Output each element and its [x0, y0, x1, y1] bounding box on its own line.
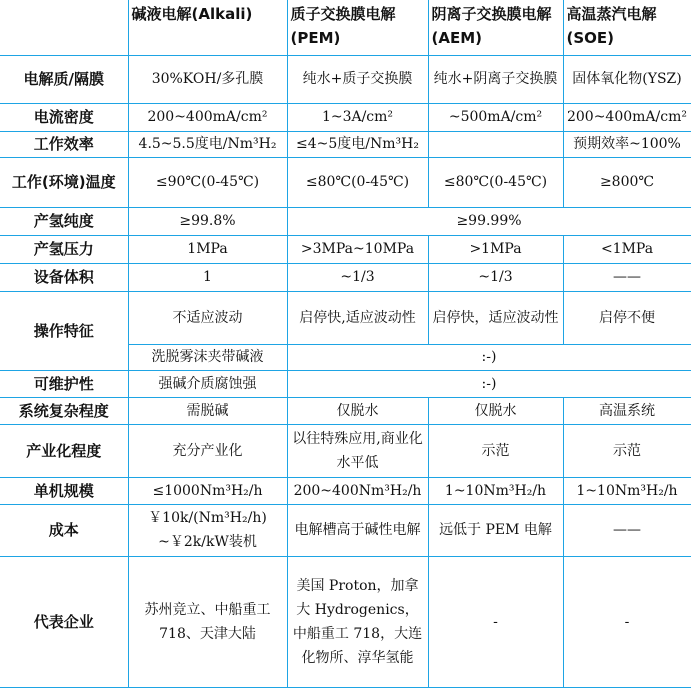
cell-others: :-): [287, 344, 691, 370]
row-label: 产氢纯度: [0, 207, 128, 235]
cell-soe: 示范: [563, 424, 691, 477]
cell-pem: 启停快,适应波动性: [287, 291, 428, 344]
cell-pem: 电解槽高于碱性电解: [287, 504, 428, 556]
cell-alkali: ≥99.8%: [128, 207, 287, 235]
cell-alkali: 1MPa: [128, 235, 287, 263]
cell-alkali: 1: [128, 263, 287, 291]
cell-soe: -: [563, 556, 691, 687]
cell-pem: 1~3A/cm²: [287, 103, 428, 131]
row-label: 代表企业: [0, 556, 128, 687]
table-row: [0, 103, 691, 131]
cell-soe: 高温系统: [563, 397, 691, 424]
cell-soe: 启停不便: [563, 291, 691, 344]
cell-soe: 200~400mA/cm²: [563, 103, 691, 131]
cell-aem: >1MPa: [428, 235, 563, 263]
cell-pem: ≤80℃(0-45℃): [287, 157, 428, 207]
cell-pem: 以往特殊应用,商业化水平低: [287, 424, 428, 477]
cell-alkali: 苏州竞立、中船重工 718、天津大陆: [128, 556, 287, 687]
table-row: [0, 424, 691, 477]
table-row: [0, 235, 691, 263]
cell-aem: ~500mA/cm²: [428, 103, 563, 131]
table-row: [0, 55, 691, 103]
cell-alkali: 需脱碱: [128, 397, 287, 424]
table-row: [0, 397, 691, 424]
cell-alkali: 充分产业化: [128, 424, 287, 477]
cell-aem: 示范: [428, 424, 563, 477]
cell-alkali: 强碱介质腐蚀强: [128, 370, 287, 397]
row-label: 可维护性: [0, 370, 128, 397]
cell-alkali: 4.5~5.5度电/Nm³H₂: [128, 131, 287, 157]
cell-alkali: ≤1000Nm³H₂/h: [128, 477, 287, 504]
table-row: [0, 504, 691, 556]
header-soe: 高温蒸汽电解(SOE): [563, 0, 691, 55]
cell-pem: >3MPa~10MPa: [287, 235, 428, 263]
row-label: 设备体积: [0, 263, 128, 291]
row-label: 单机规模: [0, 477, 128, 504]
corner-cell: [0, 0, 128, 55]
row-label: 成本: [0, 504, 128, 556]
table-row: [0, 157, 691, 207]
row-label: 产业化程度: [0, 424, 128, 477]
cell-soe: 固体氧化物(YSZ): [563, 55, 691, 103]
cell-alkali: ￥10k/(Nm³H₂/h) ~￥2k/kW装机: [128, 504, 287, 556]
row-label: 工作(环境)温度: [0, 157, 128, 207]
row-label: 系统复杂程度: [0, 397, 128, 424]
cell-alkali: 30%KOH/多孔膜: [128, 55, 287, 103]
cell-soe: ——: [563, 504, 691, 556]
cell-pem: 美国 Proton，加拿大 Hydrogenics，中船重工 718，大连化物所、淳华氢能: [287, 556, 428, 687]
table-row: [0, 291, 691, 344]
cell-aem: ≤80℃(0-45℃): [428, 157, 563, 207]
cell-soe: ——: [563, 263, 691, 291]
table-row: [0, 207, 691, 235]
table-row: [0, 370, 691, 397]
cell-aem: -: [428, 556, 563, 687]
cell-aem: 1~10Nm³H₂/h: [428, 477, 563, 504]
header-row: [0, 0, 691, 55]
cell-alkali: 200~400mA/cm²: [128, 103, 287, 131]
row-label: 产氢压力: [0, 235, 128, 263]
header-pem: 质子交换膜电解(PEM): [287, 0, 428, 55]
cell-pem: ≤4~5度电/Nm³H₂: [287, 131, 428, 157]
header-alkali: 碱液电解(Alkali): [128, 0, 287, 55]
cell-soe: ≥800℃: [563, 157, 691, 207]
table-row: [0, 556, 691, 687]
table-row: [0, 477, 691, 504]
row-label: 电解质/隔膜: [0, 55, 128, 103]
table-row: [0, 263, 691, 291]
cell-pem: 200~400Nm³H₂/h: [287, 477, 428, 504]
cell-soe: 预期效率~100%: [563, 131, 691, 157]
cell-others: :-): [287, 370, 691, 397]
row-label: 工作效率: [0, 131, 128, 157]
cell-aem: 纯水+阴离子交换膜: [428, 55, 563, 103]
cell-aem: ~1/3: [428, 263, 563, 291]
cell-soe: <1MPa: [563, 235, 691, 263]
cell-alkali: 洗脱雾沫夹带碱液: [128, 344, 287, 370]
table-row: [0, 131, 691, 157]
cell-aem: 远低于 PEM 电解: [428, 504, 563, 556]
cell-alkali: 不适应波动: [128, 291, 287, 344]
cell-pem: ~1/3: [287, 263, 428, 291]
header-aem: 阴离子交换膜电解(AEM): [428, 0, 563, 55]
cell-aem: 仅脱水: [428, 397, 563, 424]
row-label: 操作特征: [0, 291, 128, 370]
cell-pem: 仅脱水: [287, 397, 428, 424]
cell-pem: 纯水+质子交换膜: [287, 55, 428, 103]
cell-aem: [428, 131, 563, 157]
row-label: 电流密度: [0, 103, 128, 131]
cell-others: ≥99.99%: [287, 207, 691, 235]
cell-soe: 1~10Nm³H₂/h: [563, 477, 691, 504]
cell-alkali: ≤90℃(0-45℃): [128, 157, 287, 207]
cell-aem: 启停快，适应波动性: [428, 291, 563, 344]
